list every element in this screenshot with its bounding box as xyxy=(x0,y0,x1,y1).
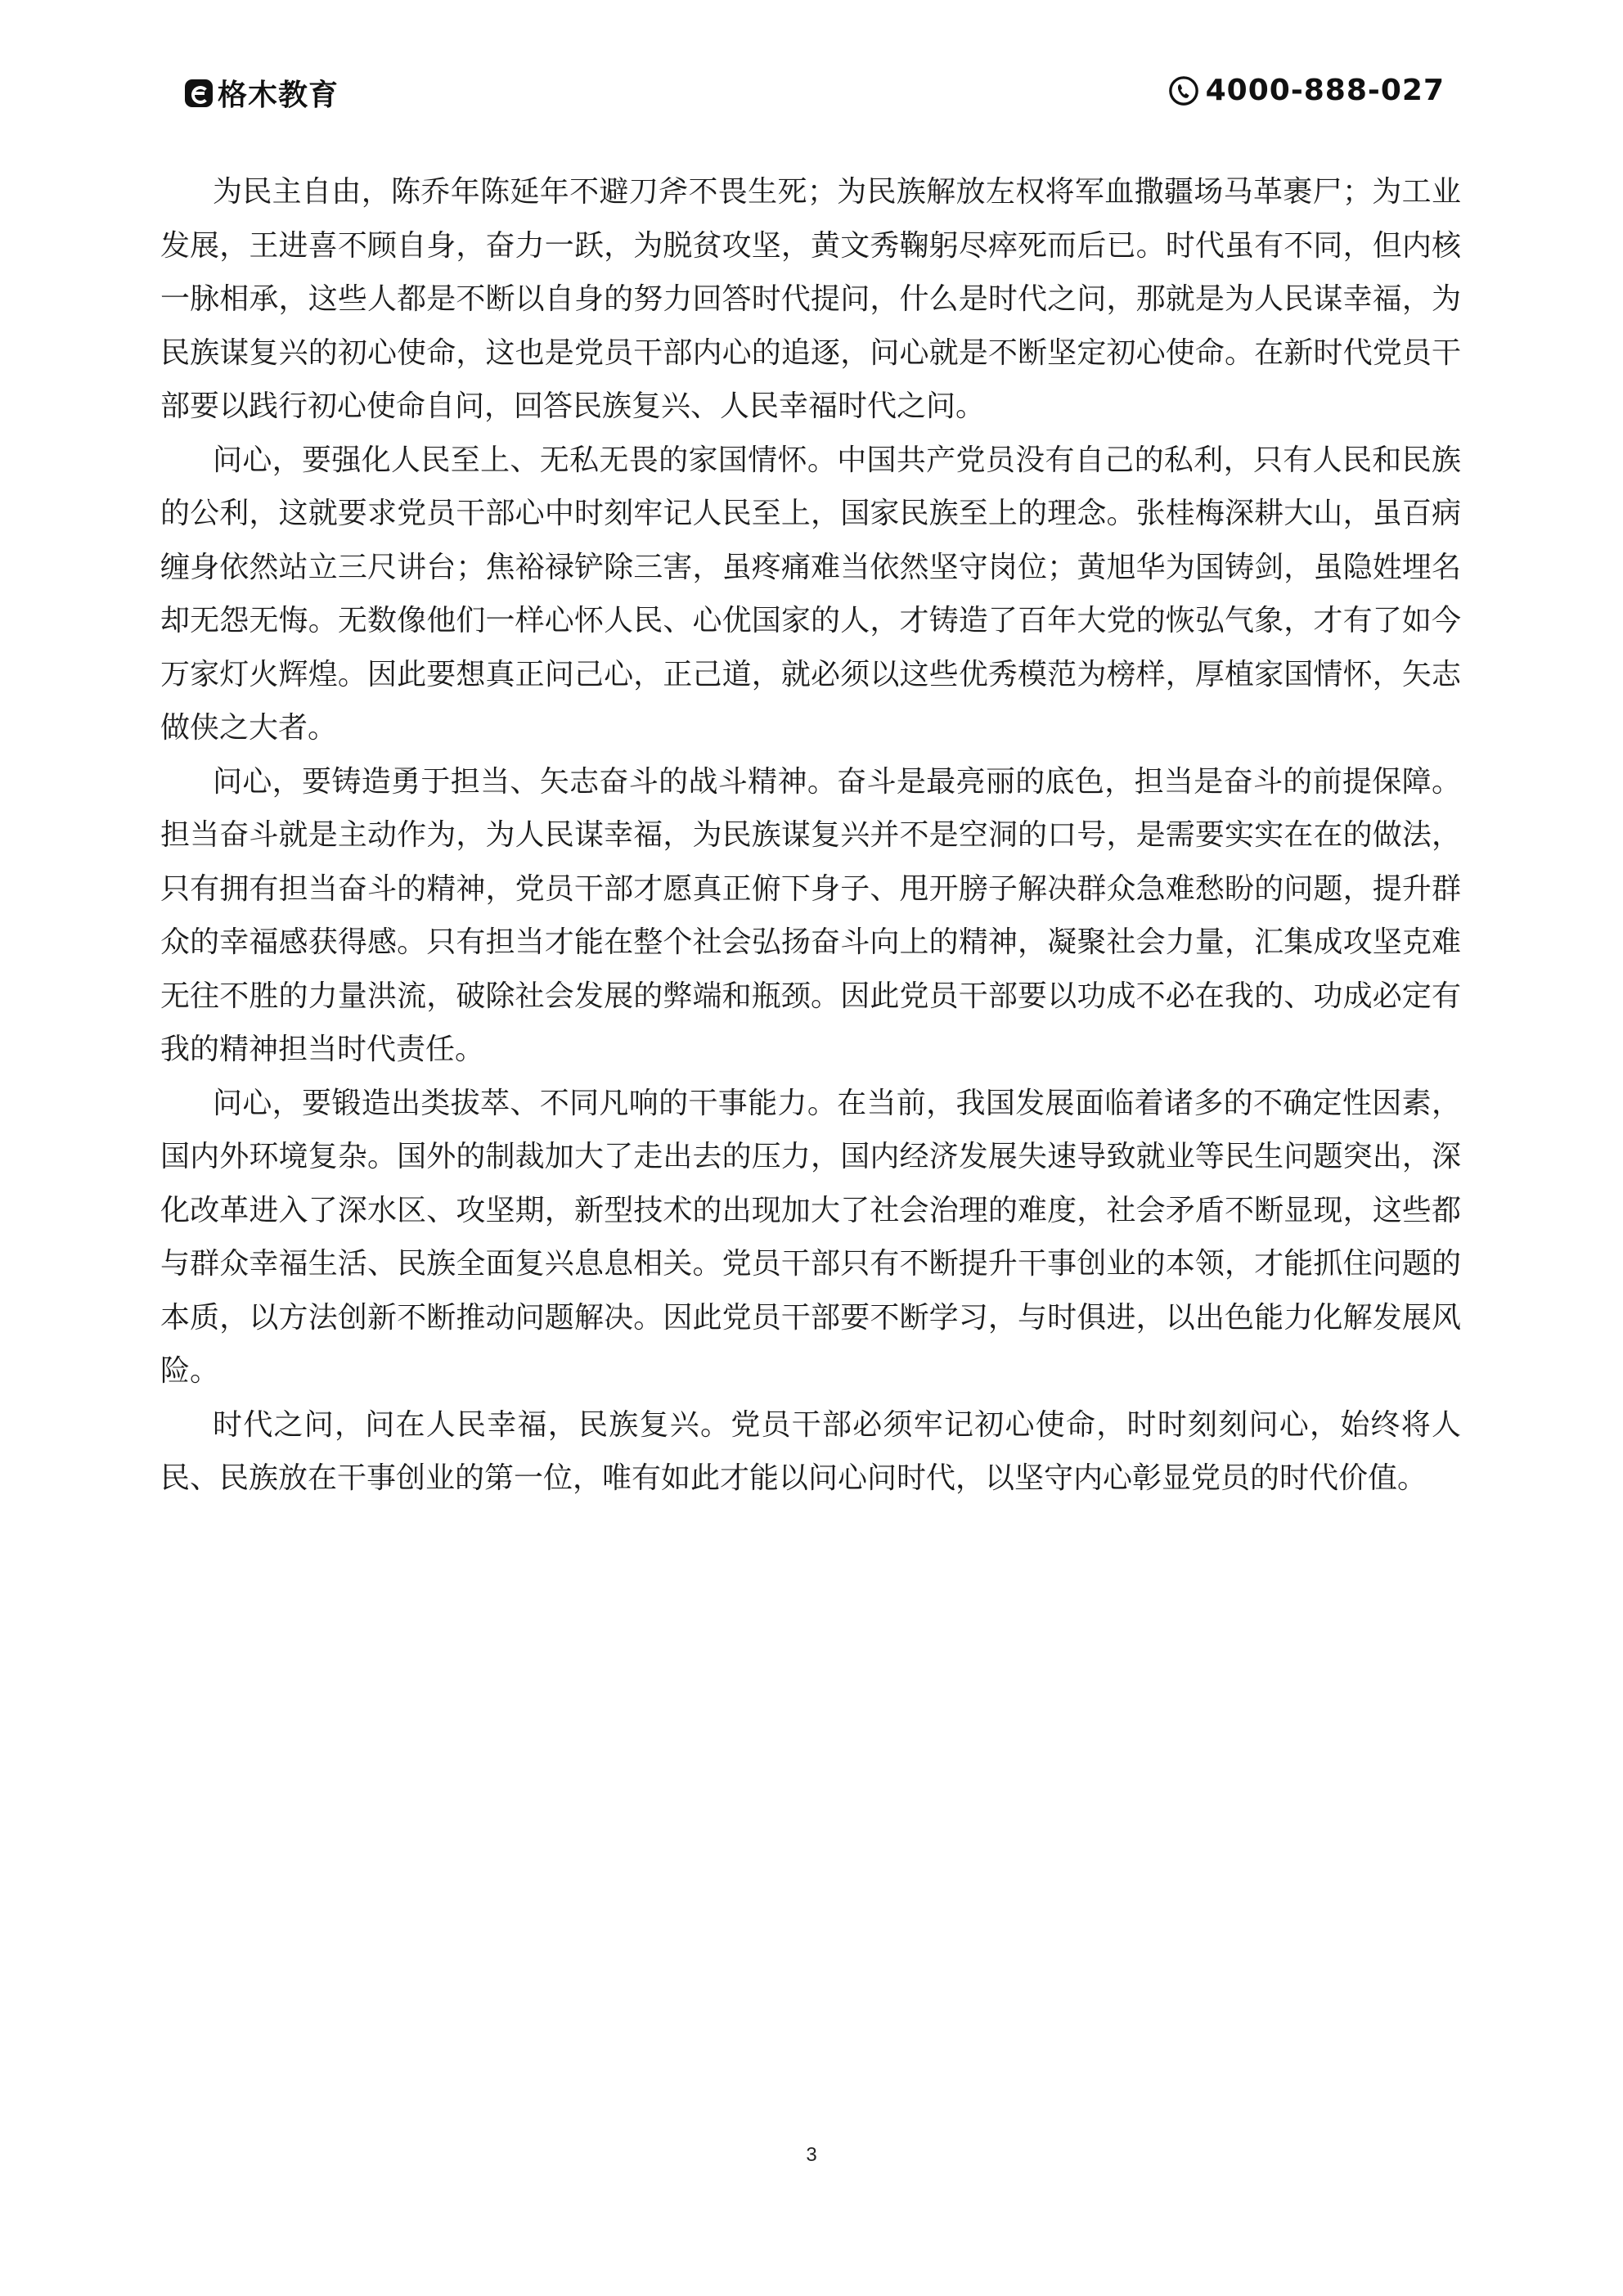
page-number: 3 xyxy=(806,2144,817,2166)
page-header xyxy=(185,69,1445,118)
paragraph: 问心，要强化人民至上、无私无畏的家国情怀。中国共产党员没有自己的私利，只有人民和民族的公利，这就要求党员干部心中时刻牢记人民至上，国家民族至上的理念。张桂梅深耕大山，虽百病缠身依然站立三尺讲台；焦裕禄铲除三害，虽疼痛难当依然坚守岗位；黄旭华为国铸剑，虽隐姓埋名却无怨无悔。无数像他们一样心怀人民、心优国家的人，才铸造了百年大党的恢弘气象，才有了如今万家灯火辉煌。因此要想真正问己心，正己道，就必须以这些优秀模范为榜样，厚植家国情怀，矢志做侠之大者。 xyxy=(160,443,1461,745)
contact-phone xyxy=(1168,74,1445,107)
paragraph: 问心，要锻造出类拔萃、不同凡响的干事能力。在当前，我国发展面临着诸多的不确定性因素，国内外环境复杂。国外的制裁加大了走出去的压力，国内经济发展失速导致就业等民生问题突出，深化改革进入了深水区、攻坚期，新型技术的出现加大了社会治理的难度，社会矛盾不断显现，这些都与群众幸福生活、民族全面复兴息息相关。党员干部只有不断提升干事创业的本领，才能抓住问题的本质，以方法创新不断推动问题解决。因此党员干部要不断学习，与时俱进，以出色能力化解发展风险。 xyxy=(160,1086,1461,1388)
phone-number: 4000-888-027 xyxy=(1205,74,1445,107)
brand-logo-icon xyxy=(185,79,213,107)
paragraph: 问心，要铸造勇于担当、矢志奋斗的战斗精神。奋斗是最亮丽的底色，担当是奋斗的前提保障。担当奋斗就是主动作为，为人民谋幸福，为民族谋复兴并不是空洞的口号，是需要实实在在的做法，只有拥有担当奋斗的精神，党员干部才愿真正俯下身子、甩开膀子解决群众急难愁盼的问题，提升群众的幸福感获得感。只有担当才能在整个社会弘扬奋斗向上的精神，凝聚社会力量，汇集成攻坚克难无往不胜的力量洪流，破除社会发展的弊端和瓶颈。因此党员干部要以功成不必在我的、功成必定有我的精神担当时代责任。 xyxy=(160,764,1461,1066)
paragraph: 为民主自由，陈乔年陈延年不避刀斧不畏生死；为民族解放左权将军血撒疆场马革裹尸；为工业发展，王进喜不顾自身，奋力一跃，为脱贫攻坚，黄文秀鞠躬尽瘁死而后已。时代虽有不同，但内核一脉相承，这些人都是不断以自身的努力回答时代提问，什么是时代之问，那就是为人民谋幸福，为民族谋复兴的初心使命，这也是党员干部内心的追逐，问心就是不断坚定初心使命。在新时代党员干部要以践行初心使命自问，回答民族复兴、人民幸福时代之问。 xyxy=(160,175,1461,423)
brand-logo xyxy=(185,72,339,114)
phone-icon xyxy=(1168,75,1199,106)
brand-name: 格木教育 xyxy=(218,79,339,112)
paragraph: 时代之问，问在人民幸福，民族复兴。党员干部必须牢记初心使命，时时刻刻问心，始终将人民、民族放在干事创业的第一位，唯有如此才能以问心问时代，以坚守内心彰显党员的时代价值。 xyxy=(160,1407,1461,1495)
document-body xyxy=(160,165,1461,1506)
